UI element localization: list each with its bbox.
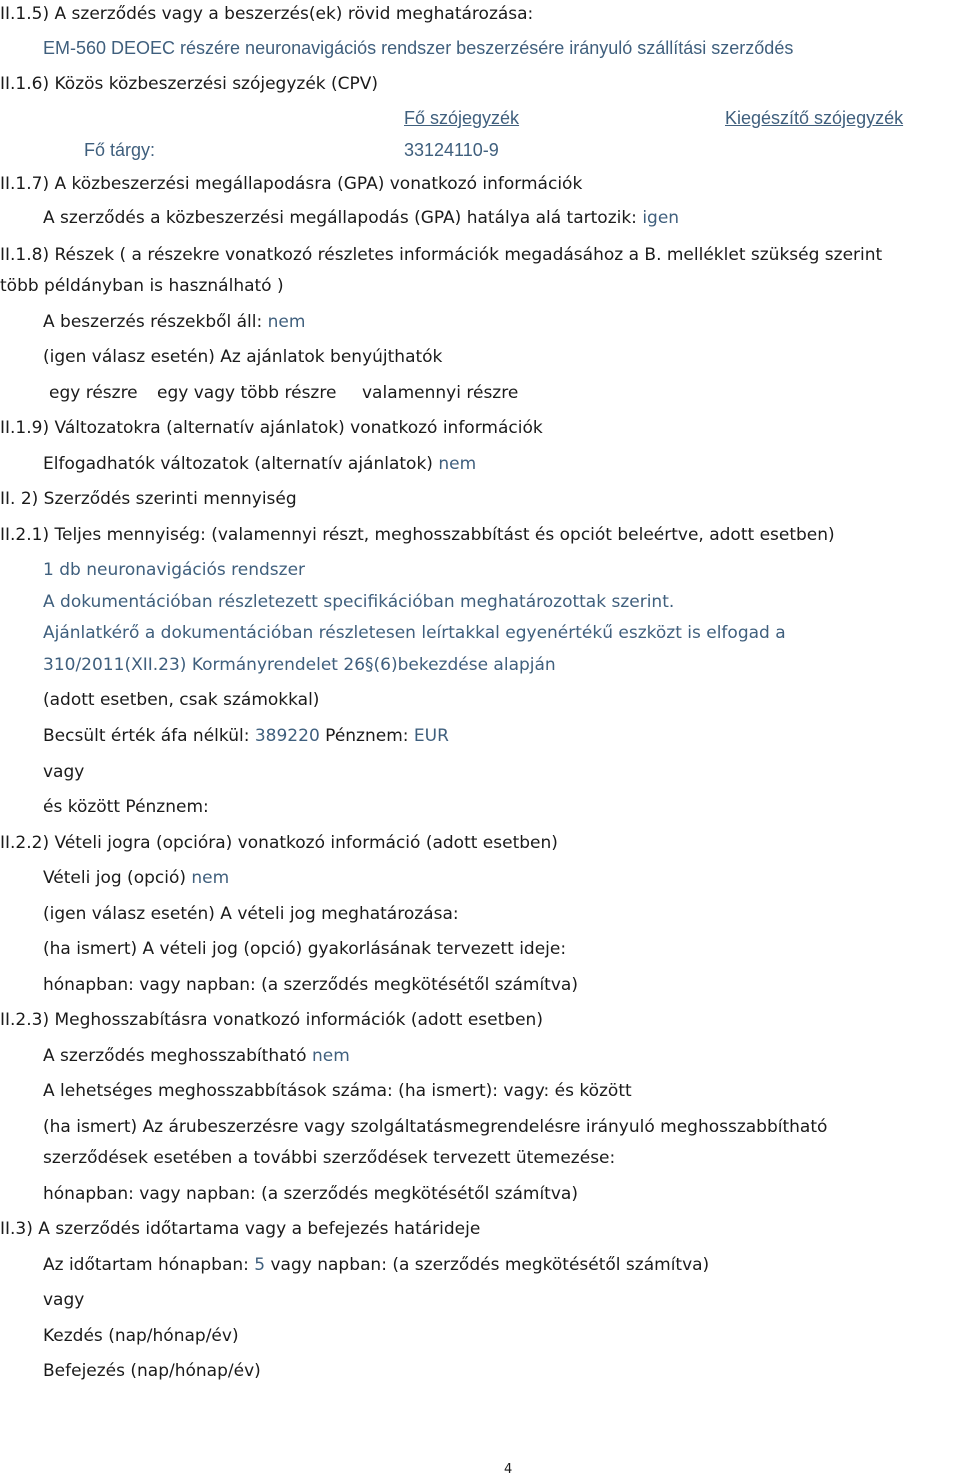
s3-dur-value: 5	[254, 1255, 266, 1275]
cpv-col-extra: Kiegészítő szójegyzék	[725, 108, 904, 128]
s21-v1: 1 db neuronavigációs rendszer	[43, 560, 306, 580]
s21-v3: Ajánlatkérő a dokumentációban részletesen leírtakkal egyenértékű eszközt is elfogad a	[43, 623, 786, 643]
s3-or: vagy	[43, 1290, 85, 1310]
s3-duration-line	[43, 1255, 709, 1275]
cpv-row-label: Fő tárgy:	[84, 140, 156, 160]
s21-currency: EUR	[413, 726, 449, 746]
s21-currency-label: Pénznem:	[325, 726, 409, 746]
s21-v2: A dokumentációban részletezett specifikációban meghatározottak szerint.	[43, 592, 675, 612]
s117-line	[43, 208, 679, 228]
s3-dur-text1: Az időtartam hónapban:	[43, 1255, 249, 1275]
s21-value-amount: 389220	[254, 726, 320, 746]
s2-heading: II. 2) Szerződés szerinti mennyiség	[0, 489, 297, 509]
s22-text: Vételi jog (opció)	[43, 868, 186, 888]
s117-value: igen	[642, 208, 680, 228]
s115-heading: II.1.5) A szerződés vagy a beszerzés(ek) rövid meghatározása:	[0, 4, 534, 24]
s23-text: A szerződés meghosszabítható	[43, 1046, 307, 1066]
s21-value-line	[43, 726, 449, 746]
s23-heading: II.2.3) Meghosszabításra vonatkozó információk (adott esetben)	[0, 1010, 543, 1030]
s115-value: EM-560 DEOEC részére neuronavigációs rendszer beszerzésére irányuló szállítási szerződés	[43, 38, 794, 58]
s118-opt3: valamennyi részre	[362, 383, 519, 403]
s117-heading: II.1.7) A közbeszerzési megállapodásra (GPA) vonatkozó információk	[0, 174, 583, 194]
s3-end: Befejezés (nap/hónap/év)	[43, 1361, 261, 1381]
s22-heading: II.2.2) Vételi jogra (opcióra) vonatkozó információ (adott esetben)	[0, 833, 558, 853]
s119-line	[43, 454, 476, 474]
s23-value: nem	[311, 1046, 350, 1066]
s118-heading-cont: több példányban is használható )	[0, 276, 284, 296]
s118-opt1: egy részre	[49, 383, 138, 403]
s3-start: Kezdés (nap/hónap/év)	[43, 1326, 239, 1346]
cpv-row-code: 33124110-9	[404, 140, 499, 160]
cpv-col-main: Fő szójegyzék	[404, 108, 520, 128]
s119-heading: II.1.9) Változatokra (alternatív ajánlatok) vonatkozó információk	[0, 418, 543, 438]
s23-l3: (ha ismert) Az árubeszerzésre vagy szolgáltatásmegrendelésre irányuló meghosszabbítható	[43, 1117, 828, 1137]
s118-heading: II.1.8) Részek ( a részekre vonatkozó részletes információk megadásához a B. melléklet szükség szerint	[0, 245, 883, 265]
s119-text: Elfogadhatók változatok (alternatív ajánlatok)	[43, 454, 433, 474]
s23-l4: szerződések esetében a további szerződések tervezett ütemezése:	[43, 1148, 616, 1168]
s116-heading: II.1.6) Közös közbeszerzési szójegyzék (CPV)	[0, 74, 379, 94]
s21-v4: 310/2011(XII.23) Kormányrendelet 26§(6)bekezdése alapján	[43, 655, 556, 675]
s118-parts-text: A beszerzés részekből áll:	[43, 312, 263, 332]
s22-l4: hónapban: vagy napban: (a szerződés megkötésétől számítva)	[43, 975, 578, 995]
page-number: 4	[504, 1462, 513, 1477]
s21-between: és között Pénznem:	[43, 797, 209, 817]
s22-l2: (igen válasz esetén) A vételi jog meghatározása:	[43, 904, 459, 924]
s21-note: (adott esetben, csak számokkal)	[43, 690, 320, 710]
s21-or: vagy	[43, 762, 85, 782]
s23-l5: hónapban: vagy napban: (a szerződés megkötésétől számítva)	[43, 1184, 578, 1204]
s22-value: nem	[191, 868, 230, 888]
s118-parts-value: nem	[267, 312, 306, 332]
s23-l2: A lehetséges meghosszabbítások száma: (ha ismert): vagy: és között	[43, 1081, 632, 1101]
s3-dur-text2: vagy napban: (a szerződés megkötésétől számítva)	[270, 1255, 710, 1275]
s3-heading: II.3) A szerződés időtartama vagy a befejezés határideje	[0, 1219, 481, 1239]
s21-value-label: Becsült érték áfa nélkül:	[43, 726, 250, 746]
s22-line	[43, 868, 229, 888]
s117-text: A szerződés a közbeszerzési megállapodás (GPA) hatálya alá tartozik:	[43, 208, 637, 228]
s22-l3: (ha ismert) A vételi jog (opció) gyakorlásának tervezett ideje:	[43, 939, 567, 959]
s21-heading: II.2.1) Teljes mennyiség: (valamennyi részt, meghosszabbítást és opciót beleértve, adott esetben)	[0, 525, 835, 545]
s23-line	[43, 1046, 350, 1066]
s118-parts-line	[43, 312, 305, 332]
s119-value: nem	[438, 454, 477, 474]
s118-if-yes: (igen válasz esetén) Az ajánlatok benyújthatók	[43, 347, 443, 367]
s118-opt2: egy vagy több részre	[157, 383, 337, 403]
